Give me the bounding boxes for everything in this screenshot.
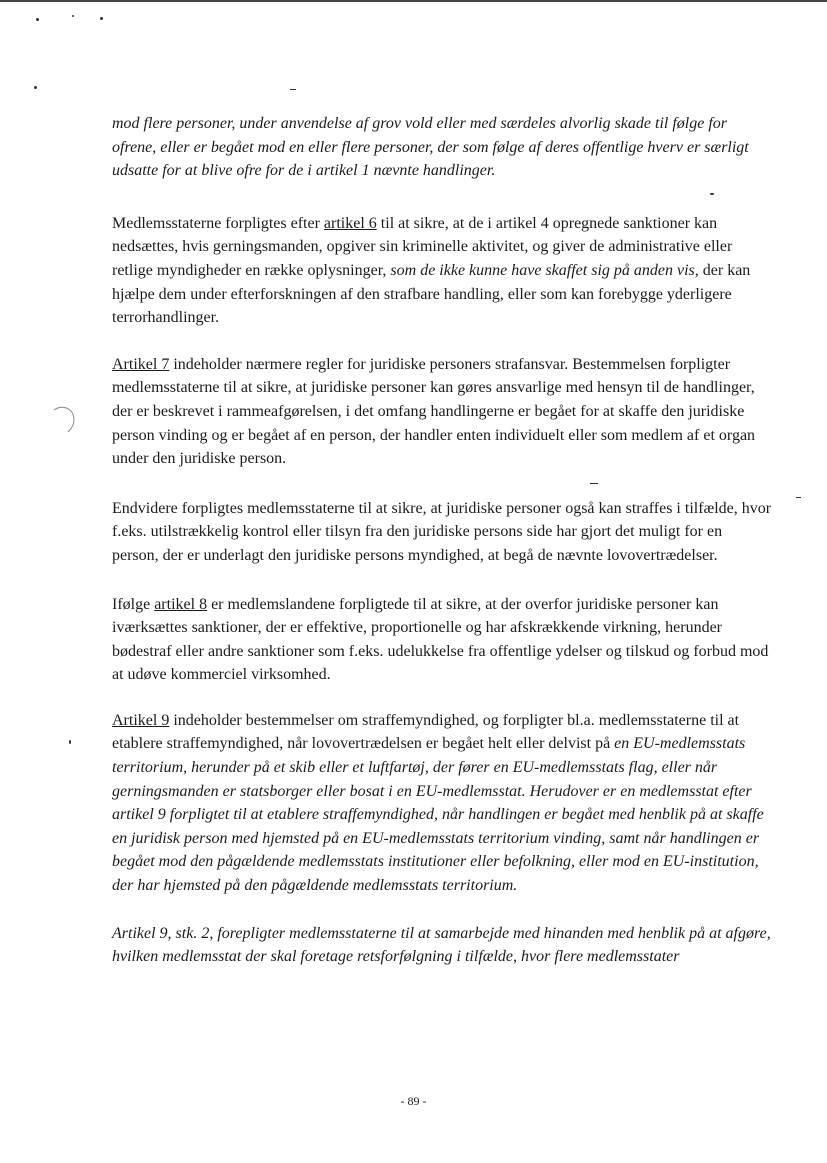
text-run: til at sikre, at de i artikel 4 opregnede sanktioner kan nedsættes, hvis gerningsmanden, opgiver sin kriminelle aktivitet, og giver de administrative eller retlige myndigheder en række oplysninger,: [112, 214, 733, 279]
scan-speck: [796, 497, 801, 498]
text-run: er medlemslandene forpligtede til at sikre, at der overfor juridiske personer kan iværksættes sanktioner, der er effektive, proportionelle og har afskrækkende virkning, herunder bødestraf eller andre sanktioner som f.eks. udelukkelse fra offentlige ydelser og tilskud og forbud mod at udøve kommerciel virksomhed.: [112, 595, 769, 684]
scan-edge-line: [0, 0, 827, 2]
scan-speck: [72, 15, 74, 17]
scan-speck: [36, 18, 39, 21]
text-run: der kan hjælpe dem under efterforskningen af den strafbare handling, eller som kan forebygge yderligere terrorhandlinger.: [112, 261, 751, 327]
paragraph-continuation: [112, 112, 772, 183]
paragraph-artikel-7: [112, 353, 772, 471]
article-reference: Artikel 7: [112, 355, 170, 373]
paragraph-artikel-6: [112, 212, 772, 330]
article-reference: Artikel 9: [112, 711, 170, 729]
paragraph-artikel-9-stk-2: [112, 922, 772, 969]
paragraph-artikel-8: [112, 593, 772, 687]
text-run: indeholder nærmere regler for juridiske personers strafansvar. Bestemmelsen forpligter medlemsstaterne til at sikre, at juridiske personer kan gøres ansvarlige med hensyn til de handlinger, der er beskrevet i rammeafgørelsen, i det omfang handlingerne er begået for at skaffe den juridiske person vinding og er begået af en person, der handler enten individuelt eller som medlem af et organ under den juridiske person.: [112, 355, 756, 468]
text-run: Medlemsstaterne forpligtes efter: [112, 214, 324, 232]
punch-hole-mark: [52, 404, 78, 434]
text-run: Endvidere forpligtes medlemsstaterne til at sikre, at juridiske personer også kan straffes i tilfælde, hvor f.eks. utilstrækkelig kontrol eller tilsyn fra den juridiske persons side har gjort det muligt for en person, der er underlagt den juridiske persons myndighed, at begå de nævnte lovovertrædelser.: [112, 499, 772, 564]
text-run-italic: som de ikke kunne have skaffet sig på anden vis,: [390, 261, 699, 279]
text-run-italic: en EU-medlemsstats territorium, herunder på et skib eller et luftfartøj, der fører en EU-medlemsstats flag, eller når gerningsmanden er statsborger eller bosat i en EU-medlemsstat. Herudover er en medlemsstat efter artikel 9 forpligtet til at etablere straffemyndighed, når handlingen er begået med henblik på at skaffe en juridisk person med hjemsted på en EU-medlemsstats territorium vinding, samt når handlingen er begået mod den pågældende medlemsstats institutioner eller befolkning, eller mod en EU-institution, der har hjemsted på den pågældende medlemsstats territorium.: [112, 735, 764, 895]
scan-speck: [69, 740, 71, 744]
article-reference: artikel 6: [323, 214, 377, 232]
text-run: indeholder bestemmelser om straffemyndighed, og forpligter bl.a. medlemsstaterne til at etablere straffemyndighed, når lovovertrædelsen er begået helt eller delvist på: [112, 711, 740, 753]
scan-speck: [290, 89, 296, 90]
article-reference: artikel 8: [154, 595, 208, 613]
text-run: Ifølge: [112, 595, 155, 613]
scan-speck: [100, 17, 103, 20]
text-run: mod flere personer, under anvendelse af grov vold eller med særdeles alvorlig skade til følge for ofrene, eller er begået mod en eller flere personer, der som følge af deres offentlige hverv er særligt udsatte for at blive ofre for de i artikel 1 nævnte handlinger.: [112, 115, 749, 180]
document-body: [112, 112, 772, 969]
page-number: - 89 -: [400, 1094, 427, 1108]
text-run: Artikel 9, stk. 2, forepligter medlemsstaterne til at samarbejde med hinanden med henblik på at afgøre, hvilken medlemsstat der skal foretage retsforfølgning i tilfælde, hvor flere medlemsstater: [112, 924, 771, 966]
paragraph-endvidere: [112, 497, 772, 568]
scan-speck: [34, 86, 37, 89]
paragraph-artikel-9: [112, 709, 772, 898]
